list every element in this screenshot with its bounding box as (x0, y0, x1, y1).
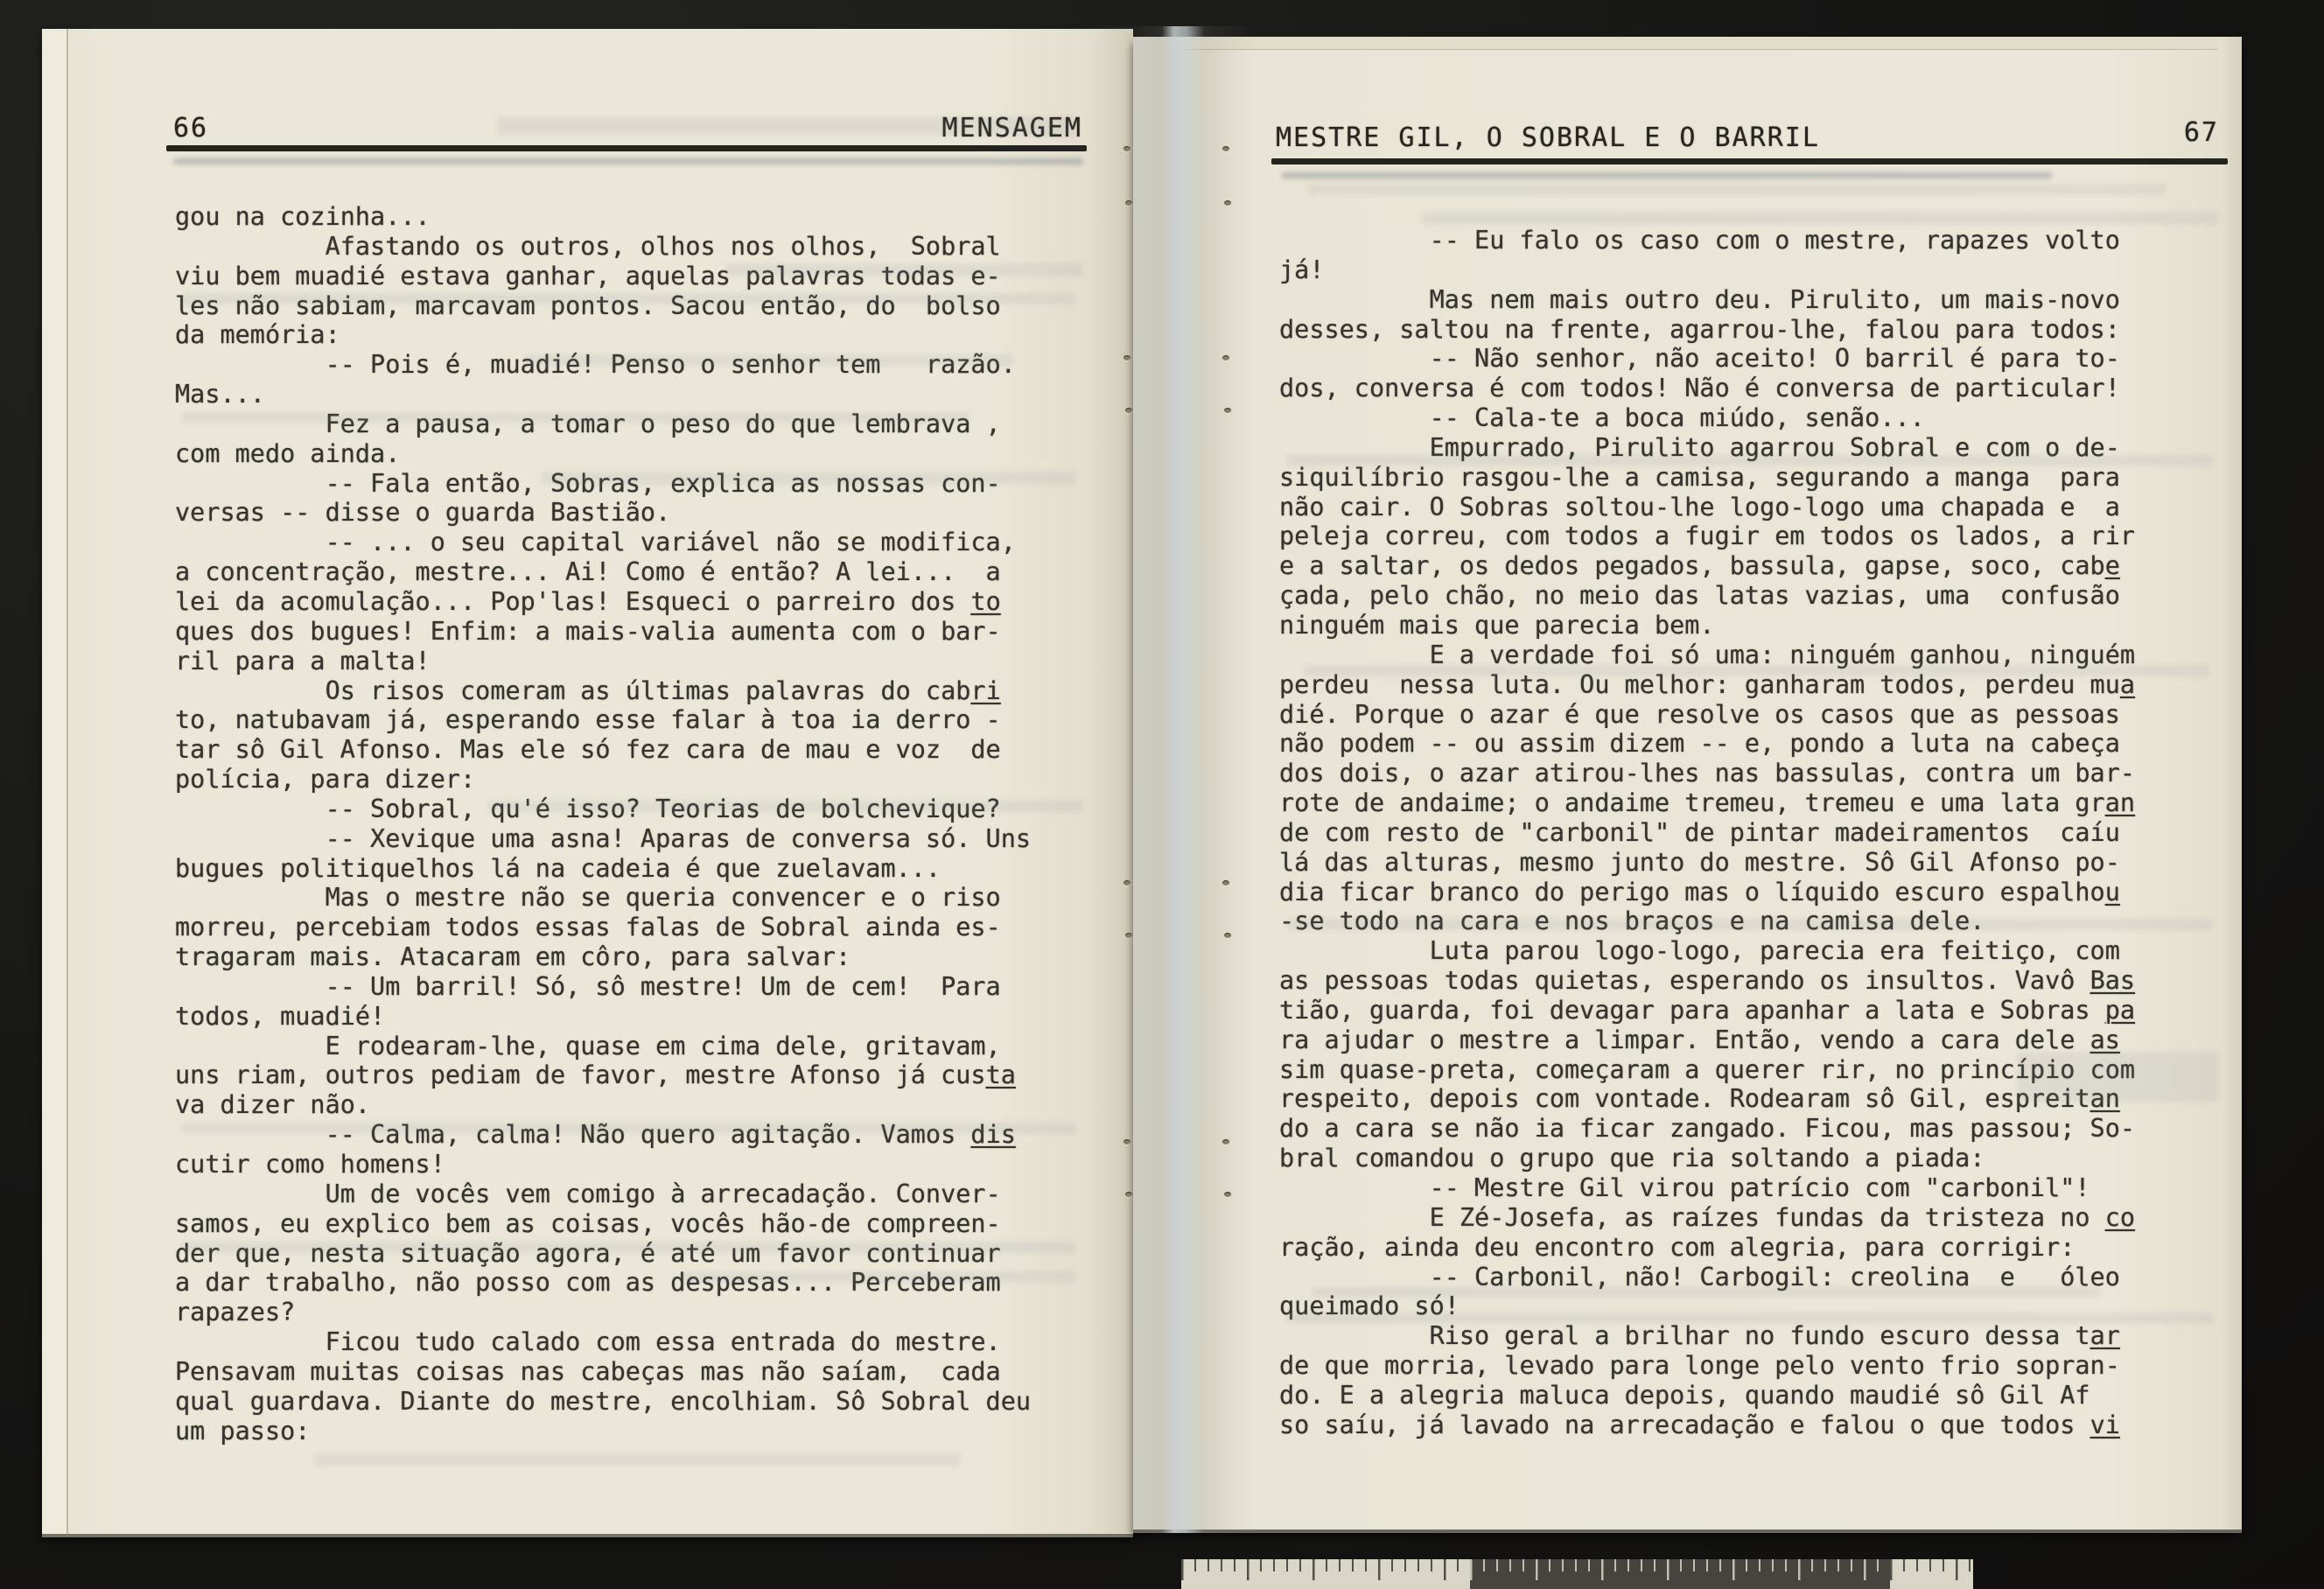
stitch-hole (1224, 200, 1231, 206)
text-line: já! (1279, 255, 1325, 284)
text-line: siquilíbrio rasgou-lhe a camisa, segurando a manga para (1279, 462, 2120, 492)
text-line: E a verdade foi só uma: ninguém ganhou, ninguém (1279, 640, 2136, 669)
stitch-hole (1222, 146, 1229, 151)
stitch-hole (1222, 1139, 1229, 1144)
page-top-edge (1186, 37, 2218, 50)
text-line: Riso geral a brilhar no fundo escuro dessa tar (1279, 1321, 2120, 1351)
stitch-hole (1222, 880, 1229, 886)
stitch-hole (1124, 146, 1130, 151)
text-line: gou na cozinha... (175, 202, 430, 231)
text-line: -- Cala-te a boca miúdo, senão... (1279, 403, 1925, 433)
text-line: Os risos comeram as últimas palavras do cabri (175, 676, 1001, 705)
ruler-segment (1470, 1559, 1890, 1589)
scale-ruler (1181, 1559, 1973, 1589)
text-line: -- ... o seu capital variável não se modifica, (175, 528, 1016, 557)
ruler-segment (1890, 1559, 1973, 1589)
header-rule-right (1271, 158, 2228, 164)
text-line: dié. Porque o azar é que resolve os casos que as pessoas (1279, 699, 2120, 729)
page-number-right: 67 (2183, 117, 2219, 148)
text-line: do a cara se não ia ficar zangado. Ficou, mas passou; So- (1279, 1114, 2136, 1144)
text-line: ninguém mais que parecia bem. (1279, 610, 1715, 640)
stitch-hole (1125, 933, 1132, 938)
page-right-edge (2224, 37, 2242, 1530)
stitch-hole (1125, 200, 1132, 206)
text-line: çada, pelo chão, no meio das latas vazias, uma confusão (1279, 581, 2120, 611)
text-line: Empurrado, Pirulito agarrou Sobral e com o de- (1279, 432, 2120, 462)
text-line: -- Sobral, qu'é isso? Teorias de bolchevique? (175, 794, 1001, 823)
stitch-hole (1224, 933, 1231, 938)
text-line: polícia, para dizer: (175, 765, 476, 794)
text-line: -- Carbonil, não! Carbogil: creolina e óleo (1279, 1262, 2120, 1292)
text-line: qual guardava. Diante do mestre, encolhiam. Sô Sobral deu (175, 1386, 1032, 1416)
text-line: -- Não senhor, não aceito! O barril é para to- (1279, 344, 2120, 374)
page-body-left (175, 202, 1031, 1446)
text-line: viu bem muadié estava ganhar, aquelas palavras todas e- (175, 261, 1001, 290)
header-rule-ghost-left (173, 158, 1083, 164)
text-line: Mas... (175, 380, 265, 410)
text-line: -- Fala então, Sobras, explica as nossas con- (175, 468, 1001, 498)
page-body-right (1279, 226, 2135, 1440)
text-line: lá das alturas, mesmo junto do mestre. Sô Gil Afonso po- (1279, 847, 2120, 877)
text-line: bral comandou o grupo que ria soltando a piada: (1279, 1144, 1985, 1173)
header-rule-ghost-right (1282, 172, 2052, 178)
text-line: samos, eu explico bem as coisas, vocês hão-de compreen- (175, 1208, 1001, 1238)
text-line: não podem -- ou assim dizem -- e, pondo a luta na cabeça (1279, 729, 2120, 759)
text-line: queimado só! (1279, 1292, 1460, 1321)
text-line: so saíu, já lavado na arrecadação e falou o que todos vi (1279, 1410, 2120, 1439)
text-line: as pessoas todas quietas, esperando os insultos. Vavô Bas (1279, 966, 2136, 996)
running-title-right: MESTRE GIL, O SOBRAL E O BARRIL (1276, 122, 1820, 153)
stitch-hole (1124, 880, 1130, 886)
text-line: desses, saltou na frente, agarrou-lhe, falou para todos: (1279, 314, 2120, 344)
text-line: de com resto de "carbonil" de pintar madeiramentos caíu (1279, 817, 2120, 847)
text-line: do. E a alegria maluca depois, quando maudié sô Gil Af (1279, 1380, 2090, 1410)
text-line: tião, guarda, foi devagar para apanhar a lata e Sobras pa (1279, 995, 2136, 1025)
text-line: -- Mestre Gil virou patrício com "carbonil"! (1279, 1173, 2090, 1202)
text-line: um passo: (175, 1416, 311, 1446)
text-line: ra ajudar o mestre a limpar. Então, vendo a cara dele as (1279, 1025, 2120, 1054)
text-line: dia ficar branco do perigo mas o líquido escuro espalhou (1279, 877, 2120, 906)
text-line: não cair. O Sobras soltou-lhe logo-logo uma chapada e a (1279, 492, 2120, 522)
text-line: les não sabiam, marcavam pontos. Sacou então, do bolso (175, 290, 1001, 320)
running-title-left: MENSAGEM (942, 113, 1082, 144)
text-line: com medo ainda. (175, 438, 401, 468)
text-line: rote de andaime; o andaime tremeu, tremeu e uma lata gran (1279, 788, 2136, 818)
text-line: tragaram mais. Atacaram em côro, para salvar: (175, 942, 851, 972)
text-line: lei da acomulação... Pop'las! Esqueci o parreiro dos to (175, 586, 1001, 616)
text-line: Afastando os outros, olhos nos olhos, Sobral (175, 231, 1001, 261)
text-line: Luta parou logo-logo, parecia era feitiço, com (1279, 936, 2120, 966)
text-line: todos, muadié! (175, 1001, 386, 1031)
text-line: ril para a malta! (175, 646, 430, 676)
text-line: ques dos bugues! Enfim: a mais-valia aumenta com o bar- (175, 616, 1001, 646)
text-line: Ficou tudo calado com essa entrada do mestre. (175, 1327, 1001, 1357)
text-line: bugues politiquelhos lá na cadeia é que zuelavam... (175, 853, 942, 883)
stitch-hole (1224, 1192, 1231, 1197)
text-line: tar sô Gil Afonso. Mas ele só fez cara de mau e voz de (175, 735, 1001, 765)
stitch-hole (1124, 355, 1130, 360)
ruler-segment (1181, 1559, 1470, 1589)
text-line: -se todo na cara e nos braços e na camisa dele. (1279, 906, 1985, 936)
text-line: morreu, percebiam todos essas falas de Sobral ainda es- (175, 913, 1001, 942)
text-line: -- Pois é, muadié! Penso o senhor tem razão. (175, 350, 1016, 380)
stitch-hole (1125, 408, 1132, 413)
text-line: -- Calma, calma! Não quero agitação. Vamos dis (175, 1120, 1016, 1150)
text-line: cutir como homens! (175, 1150, 445, 1179)
text-line: Pensavam muitas coisas nas cabeças mas não saíam, cada (175, 1356, 1001, 1386)
header-rule-left (166, 145, 1087, 151)
page-number-left: 66 (173, 113, 209, 144)
text-line: Mas o mestre não se queria convencer e o riso (175, 883, 1001, 913)
text-line: to, natubavam já, esperando esse falar à toa ia derro - (175, 705, 1001, 735)
page-right (1133, 37, 2242, 1530)
stitch-hole (1222, 355, 1229, 360)
page-stack-edge (42, 29, 68, 1534)
text-line: -- Eu falo os caso com o mestre, rapazes volto (1279, 226, 2120, 255)
text-line: ração, ainda deu encontro com alegria, para corrigir: (1279, 1232, 2076, 1262)
stitch-hole (1124, 1139, 1130, 1144)
text-line: e a saltar, os dedos pegados, bassula, gapse, soco, cabe (1279, 551, 2120, 581)
stitch-hole (1125, 1192, 1132, 1197)
stitch-hole (1224, 408, 1231, 413)
text-line: dos, conversa é com todos! Não é conversa de particular! (1279, 374, 2120, 403)
text-line: perdeu nessa luta. Ou melhor: ganharam todos, perdeu mua (1279, 669, 2136, 699)
text-line: Fez a pausa, a tomar o peso do que lembrava , (175, 409, 1001, 438)
text-line: der que, nesta situação agora, é até um favor continuar (175, 1238, 1001, 1268)
text-line: E Zé-Josefa, as raízes fundas da tristeza no co (1279, 1202, 2136, 1232)
text-line: peleja correu, com todos a fugir em todos os lados, a rir (1279, 522, 2136, 551)
page-left (42, 29, 1133, 1534)
text-line: -- Xevique uma asna! Aparas de conversa só. Uns (175, 823, 1032, 853)
text-line: va dizer não. (175, 1090, 371, 1120)
text-line: de que morria, levado para longe pelo vento frio sopran- (1279, 1351, 2120, 1381)
text-line: -- Um barril! Só, sô mestre! Um de cem! Para (175, 971, 1001, 1001)
text-line: a concentração, mestre... Ai! Como é então? A lei... a (175, 557, 1001, 587)
text-line: versas -- disse o guarda Bastião. (175, 498, 671, 528)
text-line: Um de vocês vem comigo à arrecadação. Conver- (175, 1179, 1001, 1208)
text-line: sim quase-preta, começaram a querer rir, no princípio com (1279, 1054, 2136, 1084)
text-line: E rodearam-lhe, quase em cima dele, gritavam, (175, 1031, 1001, 1060)
text-line: uns riam, outros pediam de favor, mestre Afonso já custa (175, 1060, 1016, 1090)
text-line: dos dois, o azar atirou-lhes nas bassulas, contra um bar- (1279, 759, 2136, 788)
text-line: rapazes? (175, 1298, 296, 1327)
text-line: a dar trabalho, não posso com as despesas... Perceberam (175, 1268, 1001, 1298)
text-line: Mas nem mais outro deu. Pirulito, um mais-novo (1279, 284, 2120, 314)
text-line: da memória: (175, 320, 340, 350)
text-line: respeito, depois com vontade. Rodearam sô Gil, espreitan (1279, 1084, 2120, 1114)
